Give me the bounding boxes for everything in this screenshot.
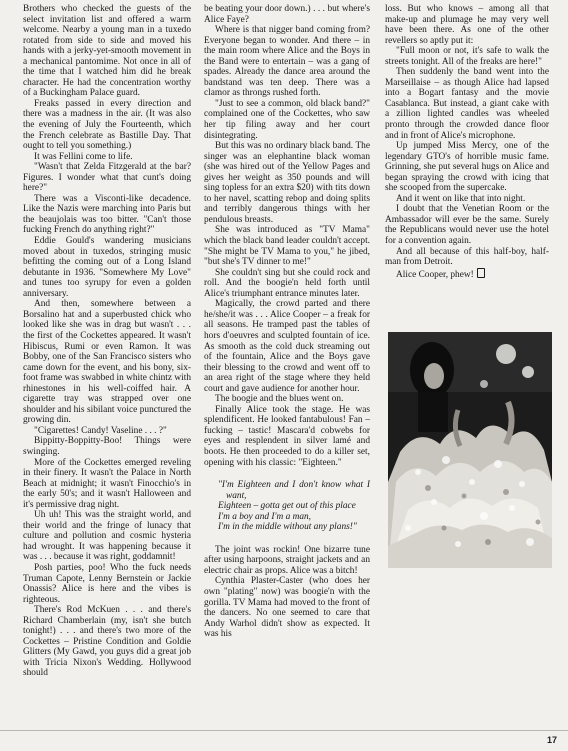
paragraph: "Wasn't that Zelda Fitzgerald at the bar? Figures. I wonder what that cunt's doing here?" <box>23 162 191 194</box>
paragraph: It was Fellini come to life. <box>34 151 133 162</box>
paragraph: be beating your door down.) . . . but where's Alice Faye? <box>204 4 370 25</box>
paragraph: "Cigarettes! Candy! Vaseline . . . ?" <box>34 425 167 436</box>
article-column-2 <box>204 4 370 640</box>
article-column-2-top <box>204 4 370 468</box>
paragraph: I doubt that the Venetian Room or the Ambassador will ever be the same. Surely the Republicans would never use the hotel for a convention again. <box>385 204 549 247</box>
paragraph: "Full moon or not, it's safe to walk the streets tonight. All of the freaks are here!" <box>385 46 549 67</box>
paragraph: Eddie Gould's wandering musicians moved about in tuxedos, stringing music befitting the coming out of a Long Island debutante in 1936. "Somewhere My Love" and tunes too syrupy for even a golden anniversary. <box>23 236 191 299</box>
lyric-line: I'm in the middle without any plans!" <box>218 522 357 533</box>
song-lyrics <box>204 480 370 533</box>
paragraph: Bippitty-Boppitty-Boo! Things were swinging. <box>23 436 191 457</box>
paragraph: And it went on like that into night. <box>396 193 526 204</box>
paragraph: loss. But who knows – among all that make-up and plumage he may very well have been there. As one of the other revellers so aptly put it: <box>385 4 549 46</box>
paragraph: Where is that nigger band coming from? Everyone began to wonder. And there – in the main room where Alice and the Boys in the Band were to entertain – was a gang of spades. Already the dance area around the bandstand was ten deep. There was a clamor as throngs rushed forth. <box>204 25 370 99</box>
concert-photo <box>388 332 552 568</box>
article-column-1 <box>23 4 191 679</box>
paragraph: And then, somewhere between a Borsalino hat and a superbusted chick who looked like she was in drag but wasn't . . . the first of the Cockettes appeared. It wasn't Hibiscus, Rumi or even Ramon. It was Bobby, one of the San Francisco sisters who came down for the event, and his bony, six-foot frame was swabbed in white chintz with rhinestones in his well-coiffed hair. A cigarette tray was strapped over one shoulder and his sibilant voice punctured the growing din. <box>23 299 191 426</box>
paragraph: She couldn't sing but she could rock and roll. And the boogie'n held forth until Alice's triumphant entrance minutes later. <box>204 267 370 299</box>
paragraph: Then suddenly the band went into the Marseillaise – as though Alice had lapsed into a Bogart fantasy and the movie Casablanca. But instead, a giant cake with a zillion lighted candles was wheeled pronto through the crowded dance floor and in front of Alice's microphone. <box>385 67 549 141</box>
paragraph: Magically, the crowd parted and there he/she/it was . . . Alice Cooper – a freak for all seasons. He tramped past the tables of hors d'oeuvres and sculpted fountain of ice. As smooth as the cold duck streaming out of the fountain, Alice and the Boys gave their blessing to the crowd and went off to an area right of the stage where they held court and gave audience for another hour. <box>204 299 370 394</box>
paragraph: Freaks passed in every direction and there was a madness in the air. (It was also the evening of July the Fourteenth, which the French celebrate as Bastille Day. That ought to tell you something.) <box>23 98 191 152</box>
page-footer <box>0 730 568 751</box>
paragraph: There was a Visconti-like decadence. Like the Nazis were marching into Paris but the beaujolais was too bitter. "Can't those fucking French do anything right?" <box>23 193 191 236</box>
paragraph: She was introduced as "TV Mama" which the black band leader couldn't accept. "She might be TV Mama to you," he jibed, "but she's TV dinner to me!" <box>204 225 370 268</box>
paragraph: Up jumped Miss Mercy, one of the legendary GTO's of horrible music fame. Grinning, she put several hugs on Alice and began spraying the crowd with icing that she scooped from the supercake. <box>385 141 549 194</box>
paragraph: Brothers who checked the guests of the select invitation list and offered a warm welcome. Nearby a young man in a tuxedo rotated from side to side and moved his hands with a jerky-yet-smooth movement in a mechanical pantomime. Not once in all of the time that I watched him did he break character. He had the concentration worthy of a Buckingham Palace guard. <box>23 4 191 99</box>
paragraph: The joint was rockin! One bizarre tune after using harpoons, straight jackets and an electric chair as props. Alice was a bitch! <box>204 544 370 576</box>
paragraph: But this was no ordinary black band. The singer was an elephantine black woman (she was hired out of the Yellow Pages and gives her weight as 350 pounds and will sing topless for an extra $20) with tits down to her navel, scatting rebop and doing splits and terribly dangerous things with her pendulous breasts. <box>204 141 370 225</box>
paragraph: Alice Cooper, phew! <box>385 268 549 281</box>
paragraph: And all because of this half-boy, half-man from Detroit. <box>385 246 549 268</box>
lyric-line: "I'm Eighteen and I don't know what I want, <box>218 480 370 501</box>
paragraph: "Just to see a common, old black band?" complained one of the Cockettes, who saw her tip filing away and her court disintegrating. <box>204 98 370 141</box>
lyric-line: I'm a boy and I'm a man, <box>218 511 312 522</box>
article-column-2-bottom <box>204 545 370 640</box>
lyric-line: Eighteen – gotta get out of this place <box>218 501 356 512</box>
paragraph: There's Rod McKuen . . . and there's Richard Chamberlain (my, isn't she butch tonight!) . . . and there's two more of the Cockettes – Pristine Condition and Goldie Glitters (My Gawd, you guys did a great job with Tricia Nixon's Wedding. Hollywood should <box>23 605 191 679</box>
paragraph: Posh parties, poo! Who the fuck needs Truman Capote, Lenny Bernstein or Jackie Onassis? Alice is here and the vibes is righteous. <box>23 562 191 605</box>
concert-photo-image <box>388 332 552 568</box>
page-number: 17 <box>546 735 557 745</box>
paragraph: Finally Alice took the stage. He was splendificent. He looked fantabulous! Fan – fucking – tastic! Mascara'd cobwebs for eyes and resplendent in silver lamé and boots. He then proceeded to do a killer set, opening with his classic: "Eighteen." <box>204 404 370 468</box>
paragraph: The boogie and the blues went on. <box>215 394 344 405</box>
paragraph: Uh uh! This was the straight world, and their world and the fringe of lunacy that culture and pollution and cosmic hysteria had wrought. It was happening because it was . . . because it was right, goddamnit! <box>23 510 191 563</box>
article-column-3 <box>385 4 549 280</box>
paragraph: Cynthia Plaster-Caster (who does her own "plating" now) was boogie'n with the gorilla. TV Mama had moved to the front of the dancers. No one seemed to care that Andy Warhol didn't show as expected. It was his <box>204 576 370 640</box>
paragraph: More of the Cockettes emerged reveling in their finery. It wasn't the Palace in North Beach at midnight; it wasn't Finocchio's in the early 50's; and it wasn't Halloween and it's permissive drag night. <box>23 457 191 510</box>
